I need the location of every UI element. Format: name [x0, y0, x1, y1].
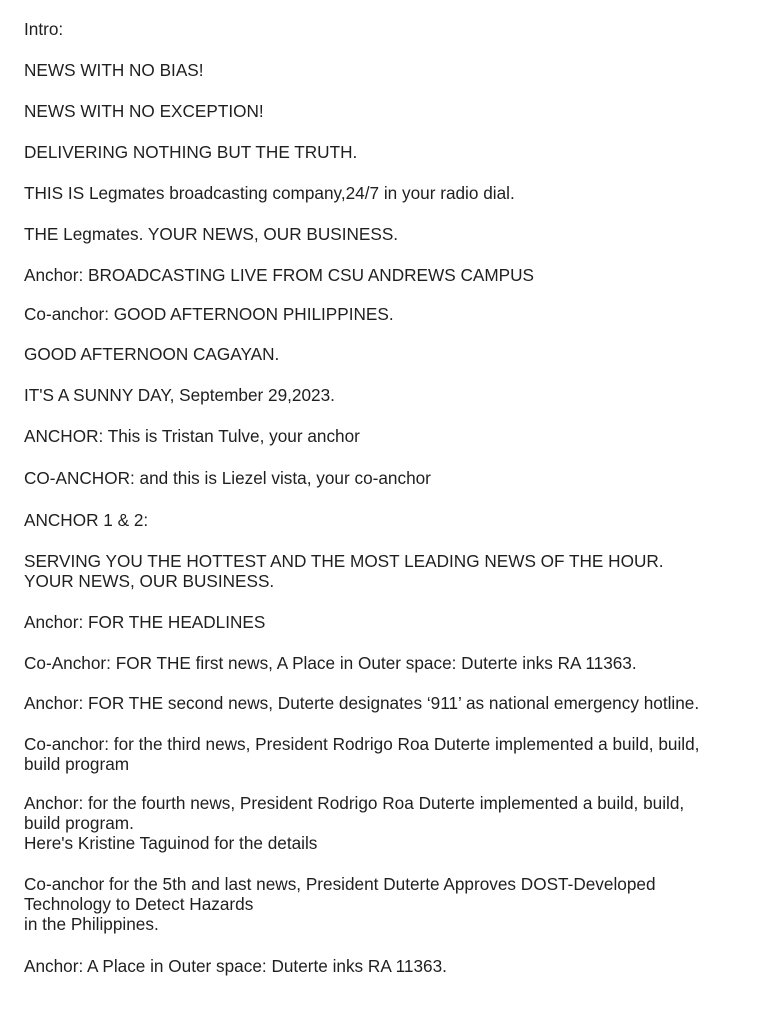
text-line: GOOD AFTERNOON CAGAYAN. [24, 344, 280, 364]
script-paragraph [24, 304, 744, 324]
text-line: CO-ANCHOR: and this is Liezel vista, your co-anchor [24, 468, 431, 488]
script-paragraph [24, 510, 744, 530]
script-paragraph [24, 693, 744, 713]
script-paragraph [24, 142, 744, 162]
script-paragraph [24, 956, 744, 976]
text-line: ANCHOR 1 & 2: [24, 510, 149, 530]
text-line: build program. [24, 813, 134, 833]
script-paragraph [24, 426, 744, 446]
text-line: SERVING YOU THE HOTTEST AND THE MOST LEADING NEWS OF THE HOUR. [24, 551, 664, 571]
text-line: Anchor: for the fourth news, President Rodrigo Roa Duterte implemented a build, build, [24, 793, 685, 813]
script-paragraph [24, 551, 744, 591]
script-paragraph [24, 793, 744, 853]
text-line: Anchor: FOR THE second news, Duterte designates ‘911’ as national emergency hotline. [24, 693, 700, 713]
text-line: YOUR NEWS, OUR BUSINESS. [24, 571, 275, 591]
script-paragraph [24, 265, 744, 285]
text-line: Intro: [24, 19, 64, 39]
text-line: Technology to Detect Hazards [24, 894, 254, 914]
script-paragraph [24, 468, 744, 488]
text-line: Anchor: A Place in Outer space: Duterte inks RA 11363. [24, 956, 447, 976]
script-paragraph [24, 183, 744, 203]
script-paragraph-intro [24, 19, 744, 39]
text-line: NEWS WITH NO BIAS! [24, 60, 204, 80]
text-line: Co-anchor: for the third news, President Rodrigo Roa Duterte implemented a build, build, [24, 734, 700, 754]
text-line: THIS IS Legmates broadcasting company,24/7 in your radio dial. [24, 183, 515, 203]
script-paragraph [24, 653, 744, 673]
text-line: NEWS WITH NO EXCEPTION! [24, 101, 264, 121]
text-line: IT'S A SUNNY DAY, September 29,2023. [24, 385, 335, 405]
script-paragraph [24, 344, 744, 364]
script-paragraph [24, 224, 744, 244]
text-line: Co-anchor for the 5th and last news, President Duterte Approves DOST-Developed [24, 874, 656, 894]
script-paragraph [24, 385, 744, 405]
text-line: DELIVERING NOTHING BUT THE TRUTH. [24, 142, 358, 162]
text-line: Here's Kristine Taguinod for the details [24, 833, 318, 853]
text-line: in the Philippines. [24, 914, 159, 934]
script-paragraph [24, 60, 744, 80]
text-line: THE Legmates. YOUR NEWS, OUR BUSINESS. [24, 224, 399, 244]
text-line: Co-anchor: GOOD AFTERNOON PHILIPPINES. [24, 304, 394, 324]
text-line: Co-Anchor: FOR THE first news, A Place in Outer space: Duterte inks RA 11363. [24, 653, 637, 673]
script-paragraph [24, 874, 744, 934]
text-line: Anchor: BROADCASTING LIVE FROM CSU ANDREWS CAMPUS [24, 265, 534, 285]
script-paragraph [24, 612, 744, 632]
text-line: ANCHOR: This is Tristan Tulve, your anchor [24, 426, 360, 446]
text-line: build program [24, 754, 130, 774]
text-line: Anchor: FOR THE HEADLINES [24, 612, 266, 632]
script-paragraph [24, 101, 744, 121]
script-paragraph [24, 734, 744, 774]
